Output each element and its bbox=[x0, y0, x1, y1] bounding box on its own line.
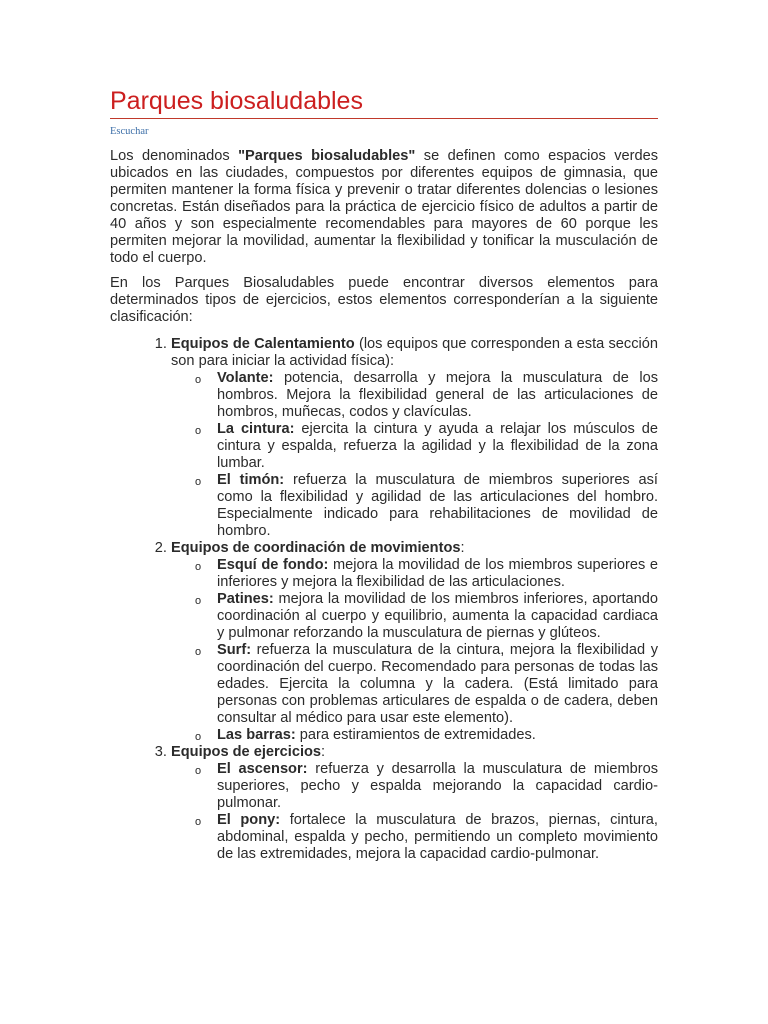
equipment-item bbox=[195, 761, 658, 812]
intro-bold: "Parques biosaludables" bbox=[238, 148, 416, 164]
bullet-circle-icon: o bbox=[195, 374, 202, 386]
equipment-name: La cintura: bbox=[217, 421, 295, 437]
category-item bbox=[171, 336, 658, 540]
bullet-circle-icon: o bbox=[195, 765, 202, 777]
bullet-circle-icon: o bbox=[195, 731, 202, 743]
page-title: Parques biosaludables bbox=[110, 87, 363, 115]
listen-link[interactable]: Escuchar bbox=[110, 126, 149, 137]
equipment-item bbox=[195, 642, 658, 727]
equipment-list bbox=[171, 557, 658, 744]
equipment-list bbox=[171, 370, 658, 540]
equipment-desc: refuerza y desarrolla la musculatura de miembros superiores, pecho y espalda mejorando la capacidad cardio-pulmonar. bbox=[217, 761, 658, 811]
category-desc: : bbox=[321, 744, 326, 760]
equipment-item bbox=[195, 370, 658, 421]
equipment-name: El pony: bbox=[217, 812, 281, 828]
equipment-desc: refuerza la musculatura de miembros superiores así como la flexibilidad y agilidad de las articulaciones del hombro. Especialmente indicado para rehabilitaciones de movilidad de hombro. bbox=[217, 472, 658, 539]
equipment-desc: mejora la movilidad de los miembros inferiores, aportando coordinación al cuerpo y equilibrio, aumenta la capacidad cardiaca y pulmonar reforzando la musculatura de piernas y glúteos. bbox=[217, 591, 658, 641]
equipment-name: Esquí de fondo: bbox=[217, 557, 329, 573]
equipment-item bbox=[195, 812, 658, 863]
category-name: Equipos de coordinación de movimientos bbox=[171, 540, 461, 556]
equipment-desc: fortalece la musculatura de brazos, piernas, cintura, abdominal, espalda y pecho, permitiendo un completo movimiento de las extremidades, mejora la capacidad cardio-pulmonar. bbox=[217, 812, 658, 862]
bullet-circle-icon: o bbox=[195, 476, 202, 488]
equipment-name: Volante: bbox=[217, 370, 274, 386]
bullet-circle-icon: o bbox=[195, 425, 202, 437]
equipment-name: Surf: bbox=[217, 642, 252, 658]
equipment-desc: ejercita la cintura y ayuda a relajar los músculos de cintura y espalda, refuerza la agilidad y la flexibilidad de la zona lumbar. bbox=[217, 421, 658, 471]
classification-paragraph: En los Parques Biosaludables puede encontrar diversos elementos para determinados tipos de ejercicios, estos elementos corresponderían a la siguiente clasificación: bbox=[110, 275, 658, 325]
equipment-desc: potencia, desarrolla y mejora la musculatura de los hombros. Mejora la flexibilidad general de las articulaciones de hombros, muñecas, codos y clavículas. bbox=[217, 370, 658, 420]
bullet-circle-icon: o bbox=[195, 561, 202, 573]
equipment-desc: refuerza la musculatura de la cintura, mejora la flexibilidad y coordinación del cuerpo. Recomendado para personas de todas las edades. Ejercita la columna y la cadera. (Está limitado para personas con problemas articulares de espalda o de cadera, deben consultar al médico para usar este elemento). bbox=[217, 642, 658, 726]
bullet-circle-icon: o bbox=[195, 646, 202, 658]
title-rule bbox=[110, 86, 658, 119]
bullet-circle-icon: o bbox=[195, 595, 202, 607]
equipment-name: Las barras: bbox=[217, 727, 296, 743]
category-name: Equipos de ejercicios bbox=[171, 744, 322, 760]
intro-post: se definen como espacios verdes ubicados en las ciudades, compuestos por diferentes equipos de gimnasia, que permiten mantener la forma física y prevenir o tratar diferentes dolencias o lesiones concretas. Están diseñados para la práctica de ejercicio físico de adultos a partir de 40 años y son especialmente recomendables para mayores de 60 porque les permiten mejorar la movilidad, aumentar la flexibilidad y tonificar la musculación de todo el cuerpo. bbox=[110, 148, 659, 266]
intro-pre: Los denominados bbox=[110, 148, 239, 164]
equipment-name: El ascensor: bbox=[217, 761, 308, 777]
category-name: Equipos de Calentamiento bbox=[171, 336, 355, 352]
category-item bbox=[171, 540, 658, 744]
equipment-item bbox=[195, 591, 658, 642]
equipment-name: El timón: bbox=[217, 472, 285, 488]
equipment-name: Patines: bbox=[217, 591, 274, 607]
category-list bbox=[110, 336, 658, 863]
category-item bbox=[171, 744, 658, 863]
equipment-desc: para estiramientos de extremidades. bbox=[295, 727, 536, 743]
equipment-item bbox=[195, 421, 658, 472]
equipment-list bbox=[171, 761, 658, 863]
equipment-item bbox=[195, 557, 658, 591]
article-body bbox=[110, 148, 658, 863]
category-desc: (los equipos que corresponden a esta sección son para iniciar la actividad física): bbox=[171, 336, 658, 369]
intro-paragraph bbox=[110, 148, 658, 267]
bullet-circle-icon: o bbox=[195, 816, 202, 828]
equipment-item bbox=[195, 727, 658, 744]
category-desc: : bbox=[460, 540, 465, 556]
equipment-desc: mejora la movilidad de los miembros superiores e inferiores y mejora la flexibilidad de las articulaciones. bbox=[217, 557, 658, 590]
equipment-item bbox=[195, 472, 658, 540]
